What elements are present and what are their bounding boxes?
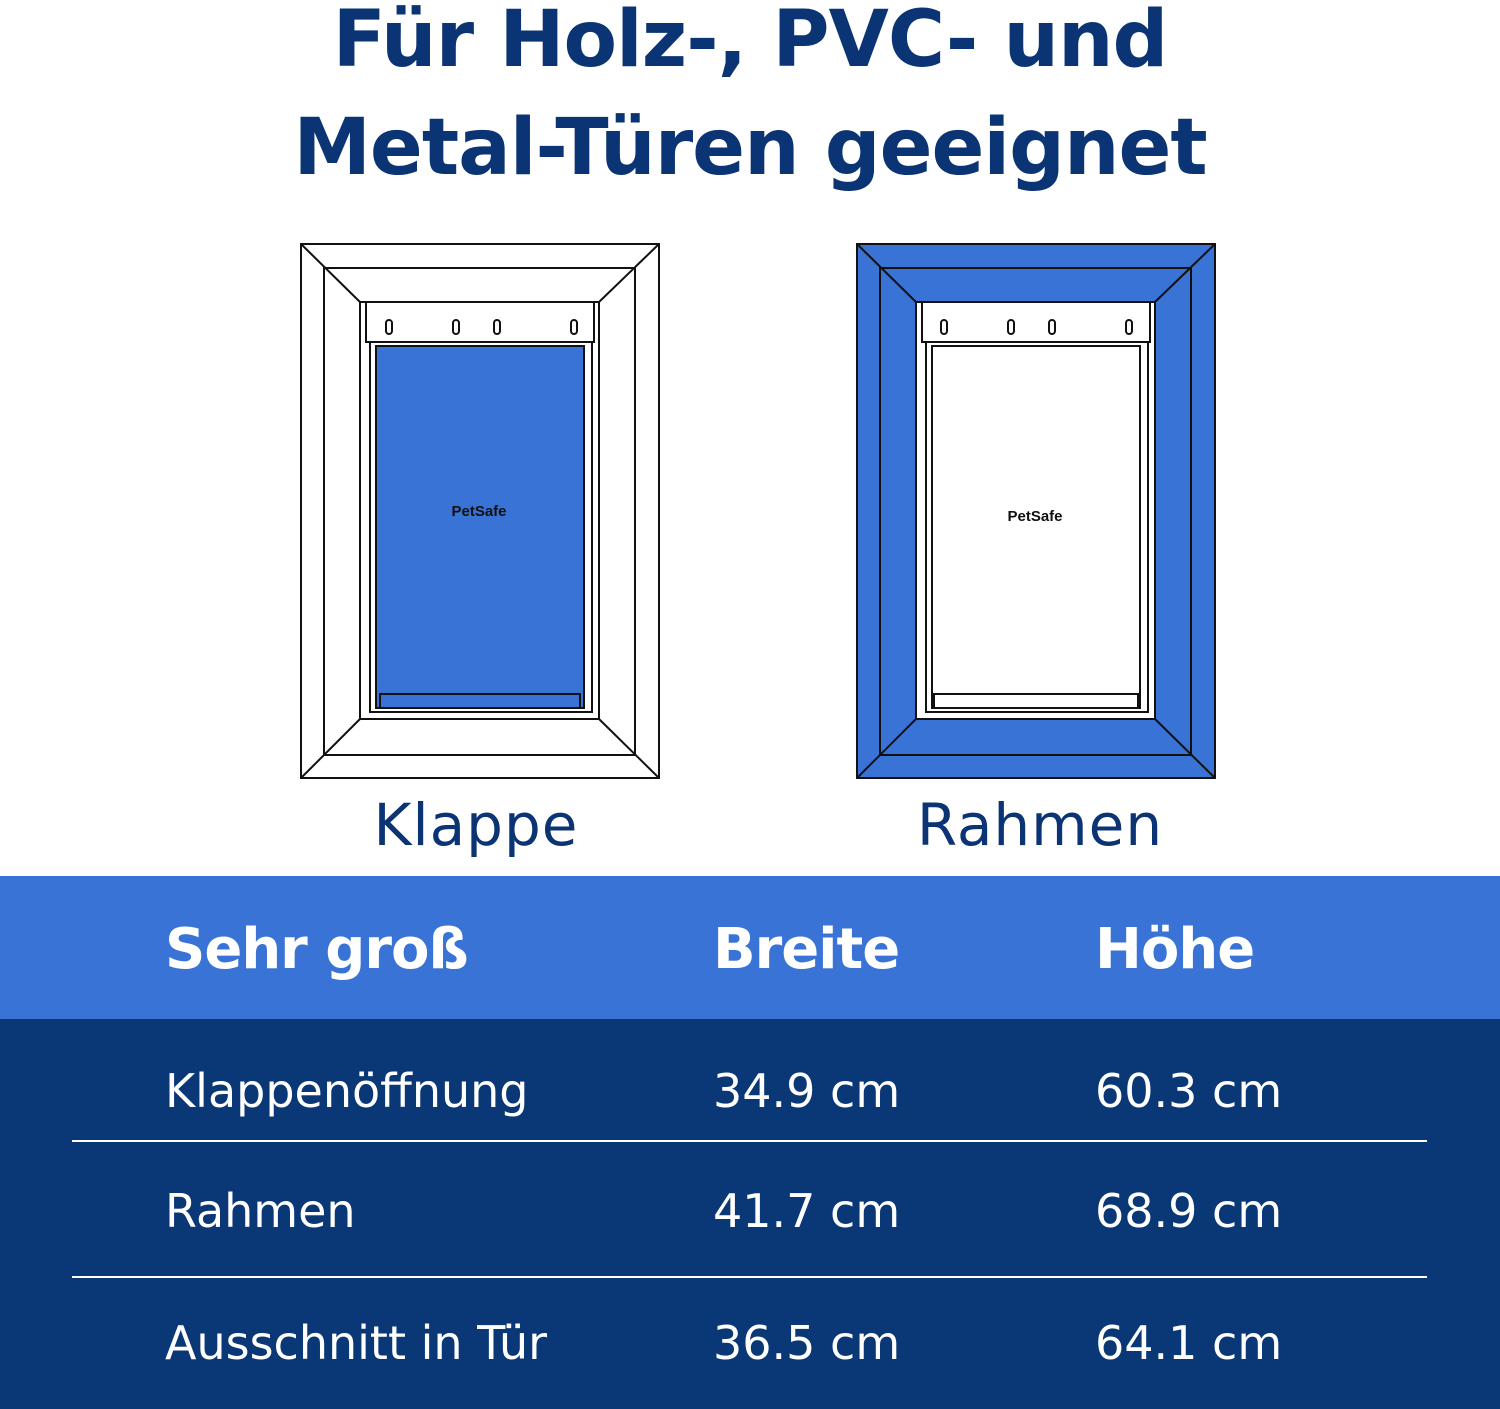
table-row — [0, 1031, 1500, 1151]
headline — [0, 0, 1500, 202]
size-table-body — [0, 1019, 1500, 1409]
row-divider — [72, 1140, 1427, 1142]
table-row — [0, 1151, 1500, 1271]
row-divider — [72, 1276, 1427, 1278]
row-height: 64.1 cm — [1095, 1316, 1283, 1370]
row-label: Rahmen — [165, 1184, 356, 1238]
petsafe-logo-1: PetSafe — [451, 503, 507, 520]
row-height: 68.9 cm — [1095, 1184, 1283, 1238]
headline-line-1: Für Holz-, PVC- und — [332, 0, 1168, 85]
header-height: Höhe — [1095, 917, 1255, 982]
petsafe-logo-2: PetSafe — [1007, 508, 1063, 525]
row-height: 60.3 cm — [1095, 1064, 1283, 1118]
table-row — [0, 1283, 1500, 1403]
size-table-header — [0, 876, 1500, 1019]
header-width: Breite — [713, 917, 900, 982]
row-width: 36.5 cm — [713, 1316, 901, 1370]
pet-door-diagram-frame — [854, 240, 1218, 782]
pet-door-diagram-flap — [298, 240, 662, 782]
caption-klappe: Klappe — [373, 791, 579, 859]
header-size: Sehr groß — [165, 917, 468, 982]
row-width: 34.9 cm — [713, 1064, 901, 1118]
row-label: Klappenöffnung — [165, 1064, 529, 1118]
row-label: Ausschnitt in Tür — [165, 1316, 548, 1370]
headline-line-2: Metal-Türen geeignet — [293, 103, 1207, 193]
caption-rahmen: Rahmen — [916, 791, 1164, 859]
row-width: 41.7 cm — [713, 1184, 901, 1238]
